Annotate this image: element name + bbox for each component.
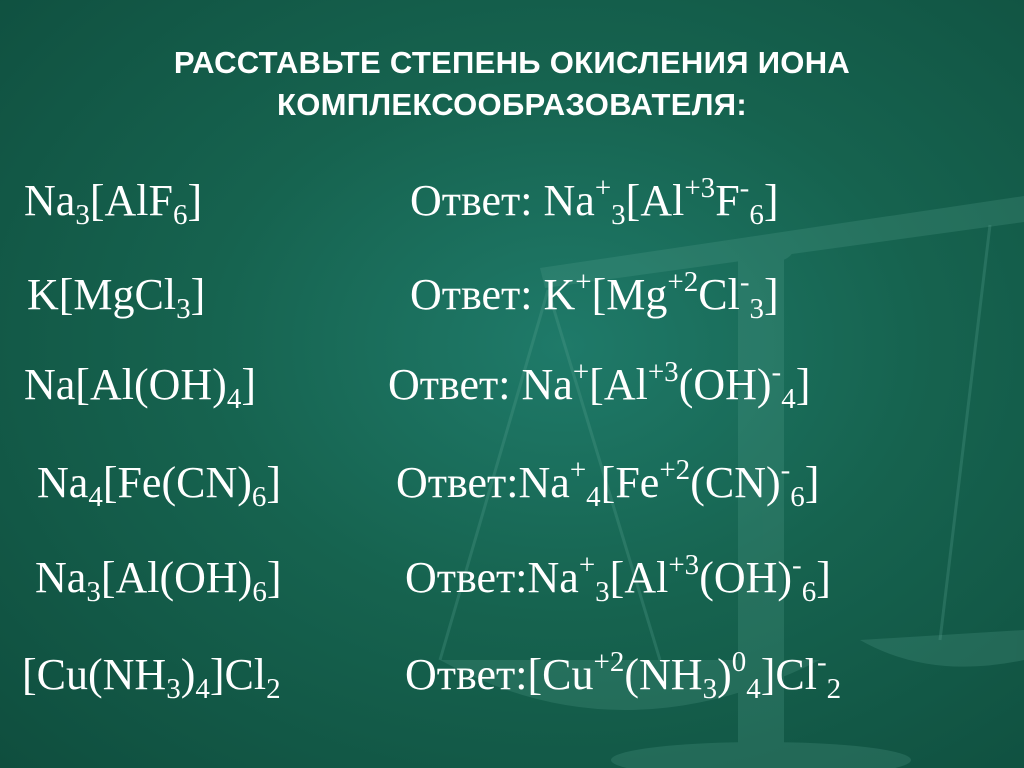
formula-text: Ответ:[Cu (405, 650, 594, 699)
superscript: 0 (731, 646, 747, 678)
formula-text: Na (24, 176, 76, 225)
subscript: 3 (595, 576, 610, 608)
slide-title-line-2: КОМПЛЕКСООБРАЗОВАТЕЛЯ: (277, 87, 747, 122)
formula-text: Na[Al(OH) (24, 360, 227, 409)
superscript: - (739, 266, 750, 298)
formula-text: (OH) (678, 360, 772, 409)
formula-text: ] (241, 360, 256, 409)
superscript: + (569, 454, 587, 486)
formula-text: ]Cl (209, 650, 267, 699)
superscript: - (780, 454, 791, 486)
formula-text: ] (763, 176, 779, 225)
question-formula (35, 553, 282, 608)
formula-text: ) (717, 650, 732, 699)
superscript: +3 (684, 172, 716, 204)
formula-text: Ответ:Na (396, 458, 570, 507)
formula-text: [Fe (600, 458, 660, 507)
formula-text: ] (187, 176, 203, 225)
subscript: 4 (586, 481, 601, 513)
formula-text: Ответ:Na (405, 553, 579, 602)
subscript: 2 (266, 673, 281, 705)
formula-text: [Cu(NH (22, 650, 167, 699)
formula-text: Ответ: Na (410, 176, 595, 225)
superscript: +2 (659, 454, 691, 486)
slide-title (0, 42, 1024, 126)
formula-text: (OH) (699, 553, 793, 602)
formula-text: [Al (609, 553, 669, 602)
superscript: +3 (668, 549, 700, 581)
answer-formula (396, 454, 820, 513)
superscript: +2 (667, 266, 699, 298)
formula-text: [AlF (89, 176, 173, 225)
formula-text: ) (180, 650, 196, 699)
formula-text: [Fe(CN) (102, 458, 252, 507)
subscript: 6 (252, 576, 267, 608)
answer-formula (405, 549, 831, 608)
subscript: 6 (801, 576, 817, 608)
formula-text: ] (804, 458, 820, 507)
formula-text: [Mg (591, 270, 668, 319)
formula-text: [Al (589, 360, 648, 409)
formula-text: (NH (624, 650, 703, 699)
formula-text: F (715, 176, 740, 225)
subscript: 6 (749, 199, 764, 231)
formula-text: [Al (625, 176, 685, 225)
formula-text: Na (35, 553, 87, 602)
formula-text: K[MgCl (27, 270, 177, 319)
subscript: 3 (749, 293, 765, 325)
superscript: +2 (593, 646, 625, 678)
subscript: 3 (176, 293, 191, 325)
answer-formula (410, 266, 779, 325)
superscript: +3 (647, 356, 679, 388)
formula-text: Ответ: K (410, 270, 576, 319)
subscript: 6 (790, 481, 805, 513)
superscript: - (816, 646, 827, 678)
subscript: 3 (75, 199, 90, 231)
answer-formula (410, 172, 779, 231)
formula-text: (CN) (690, 458, 781, 507)
formula-text: [Al(OH) (100, 553, 253, 602)
question-formula (22, 650, 281, 705)
question-formula (24, 176, 203, 231)
question-formula (27, 270, 206, 325)
subscript: 4 (781, 383, 796, 415)
subscript: 3 (86, 576, 101, 608)
formula-text: ] (190, 270, 206, 319)
formula-text: ] (764, 270, 779, 319)
superscript: - (739, 172, 750, 204)
subscript: 4 (88, 481, 103, 513)
subscript: 6 (251, 481, 267, 513)
question-formula (24, 360, 256, 415)
subscript: 4 (195, 673, 210, 705)
subscript: 2 (826, 673, 842, 705)
formula-text: ] (266, 553, 282, 602)
answer-formula (388, 356, 811, 415)
subscript: 4 (226, 383, 242, 415)
superscript: + (594, 172, 612, 204)
subscript: 3 (611, 199, 626, 231)
superscript: + (572, 356, 590, 388)
subscript: 3 (702, 673, 718, 705)
formula-text: ] (266, 458, 282, 507)
superscript: + (575, 266, 592, 298)
subscript: 6 (172, 199, 188, 231)
formula-text: Na (37, 458, 89, 507)
formula-text: Cl (698, 270, 740, 319)
answer-formula (405, 646, 842, 705)
superscript: + (578, 549, 596, 581)
formula-text: ]Cl (760, 650, 817, 699)
formula-text: ] (795, 360, 811, 409)
subscript: 3 (166, 673, 181, 705)
subscript: 4 (746, 673, 761, 705)
question-formula (37, 458, 282, 513)
superscript: - (792, 549, 802, 581)
slide-title-line-1: РАССТАВЬТЕ СТЕПЕНЬ ОКИСЛЕНИЯ ИОНА (173, 45, 851, 80)
superscript: - (771, 356, 782, 388)
formula-text: Ответ: Na (388, 360, 573, 409)
formula-text: ] (816, 553, 831, 602)
